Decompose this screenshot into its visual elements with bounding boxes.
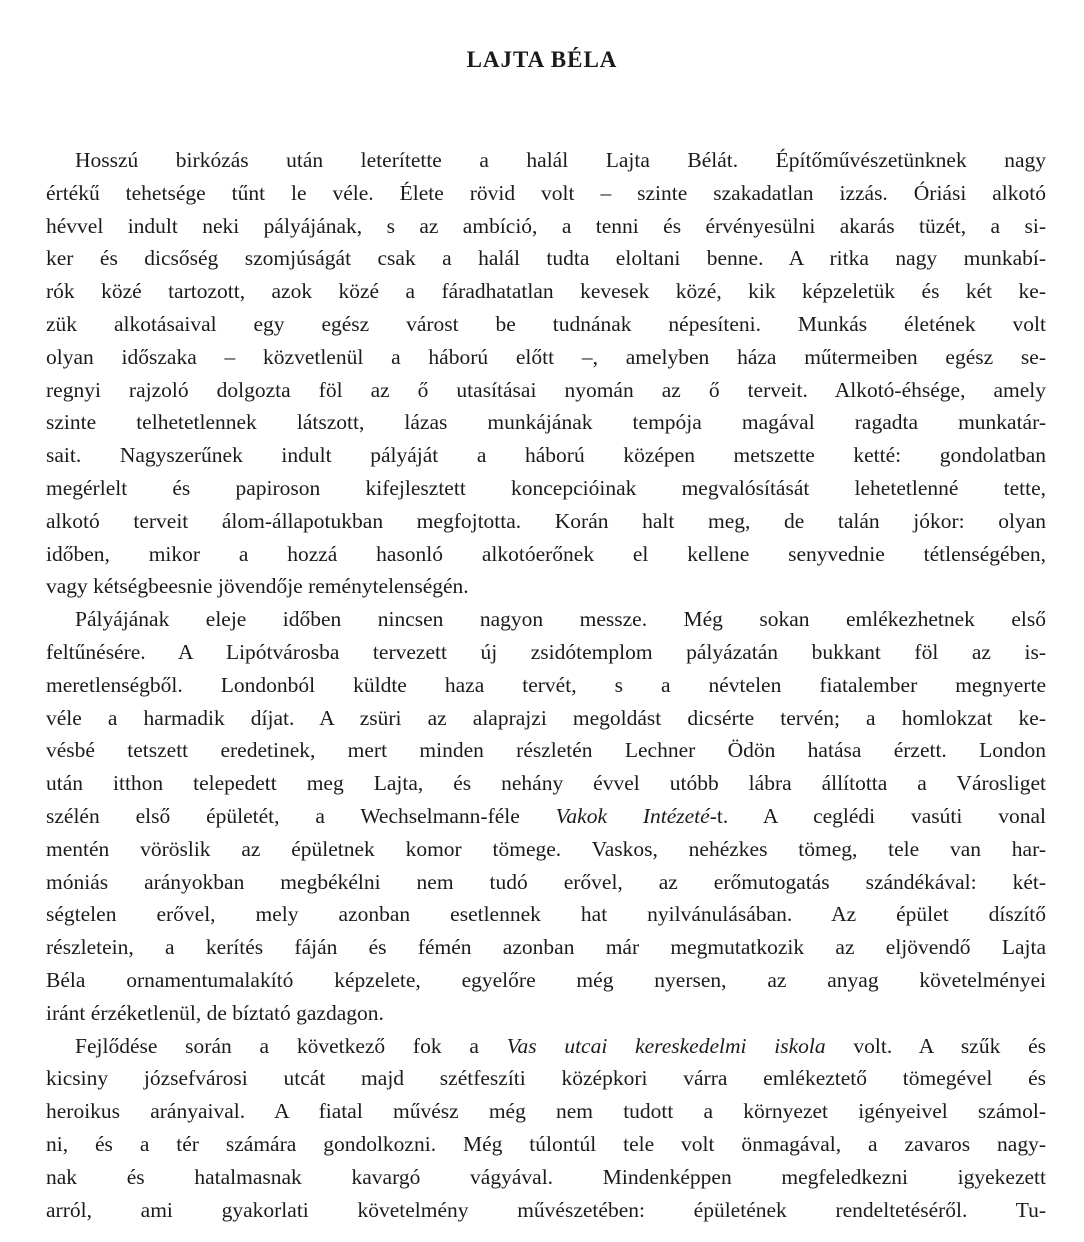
page-title: LAJTA BÉLA [466, 47, 618, 72]
text-line: értékű tehetsége tűnt le véle. Élete rövid volt – szinte szakadatlan izzás. Óriási alkotó [46, 180, 1046, 205]
text-line: sait. Nagyszerűnek indult pályáját a háború középen metszette ketté: gondolatban [46, 443, 1046, 468]
text-segment: szélén első épületét, a Wechselmann-féle [46, 803, 556, 828]
italic-title: Vas utcai kereskedelmi iskola [506, 1033, 826, 1058]
text-line: ségtelen erővel, mely azonban esetlennek hat nyilvánulásában. Az épület díszítő [46, 902, 1046, 927]
text-line: regnyi rajzoló dolgozta föl az ő utasításai nyomán az ő terveit. Alkotó-éhsége, amely [46, 377, 1046, 402]
text-line: olyan időszaka – közvetlenül a háború előtt –, amelyben háza műtermeiben egész se- [46, 344, 1046, 369]
paragraph-2 [46, 603, 1046, 1029]
text-line: zük alkotásaival egy egész várost be tudnának népesíteni. Munkás életének volt [46, 311, 1046, 336]
text-line: alkotó terveit álom-állapotukban megfojtotta. Korán halt meg, de talán jókor: olyan [46, 508, 1046, 533]
text-line: Béla ornamentumalakító képzelete, egyelőre még nyersen, az anyag követelményei [46, 967, 1046, 992]
paragraph-1 [46, 144, 1046, 603]
text-line: Pályájának eleje időben nincsen nagyon messze. Még sokan emlékezhetnek első [75, 607, 1046, 632]
text-line: rók közé tartozott, azok közé a fáradhatatlan kevesek közé, kik képzeletük és két ke- [46, 279, 1046, 304]
text-line: iránt érzéketlenül, de bíztató gazdagon. [46, 1000, 384, 1025]
paragraph-3 [46, 1030, 1046, 1227]
text-line: feltűnésére. A Lipótvárosba tervezett új zsidótemplom pályázatán bukkant föl az is- [46, 639, 1046, 664]
text-line-with-italic [46, 800, 1046, 833]
text-line: vagy kétségbeesnie jövendője reménytelenségén. [46, 574, 469, 599]
text-line: nak és hatalmasnak kavargó vágyával. Mindenképpen megfeledkezni igyekezett [46, 1164, 1046, 1189]
text-segment: -t. A ceglédi vasúti vonal [709, 803, 1046, 828]
text-line: ni, és a tér számára gondolkozni. Még túlontúl tele volt önmagával, a zavaros nagy- [46, 1131, 1046, 1156]
italic-title: Vakok Intézeté [555, 803, 710, 828]
text-line: meretlenségből. Londonból küldte haza tervét, s a névtelen fiatalember megnyerte [46, 672, 1046, 697]
article-body [46, 144, 1046, 1226]
text-line: megérlelt és papiroson kifejlesztett koncepcióinak megvalósítását lehetetlenné tette, [46, 475, 1046, 500]
text-line: szinte telhetetlennek látszott, lázas munkájának tempója magával ragadta munkatár- [46, 410, 1046, 435]
text-line: ker és dicsőség szomjúságát csak a halál tudta eloltani benne. A ritka nagy munkabí- [46, 246, 1046, 271]
text-line: vésbé tetszett eredetinek, mert minden részletén Lechner Ödön hatása érzett. London [46, 738, 1046, 763]
text-line: móniás arányokban megbékélni nem tudó erővel, az erőmutogatás szándékával: két- [46, 869, 1046, 894]
text-line: véle a harmadik díjat. A zsüri az alaprajzi megoldást dicsérte tervén; a homlokzat ke- [46, 705, 1046, 730]
text-segment: volt. A szűk és [825, 1033, 1046, 1058]
text-line: Hosszú birkózás után leterítette a halál Lajta Bélát. Építőművészetünknek nagy [75, 148, 1046, 172]
text-line: részletein, a kerítés fáján és fémén azonban már megmutatkozik az eljövendő Lajta [46, 935, 1046, 960]
text-line: heroikus arányaival. A fiatal művész még nem tudott a környezet igényeivel számol- [46, 1099, 1046, 1124]
text-line: után itthon telepedett meg Lajta, és nehány évvel utóbb lábra állította a Városliget [46, 771, 1046, 796]
text-line-with-italic [46, 1030, 1046, 1063]
text-line: hévvel indult neki pályájának, s az ambíció, a tenni és érvényesülni akarás tüzét, a si- [46, 213, 1046, 238]
text-line: arról, ami gyakorlati követelmény művészetében: épületének rendeltetéséről. Tu- [46, 1197, 1046, 1222]
text-line: kicsiny józsefvárosi utcát majd szétfeszíti középkori várra emlékeztető tömegével és [46, 1066, 1046, 1091]
text-segment: Fejlődése során a következő fok a [75, 1033, 507, 1058]
text-line: időben, mikor a hozzá hasonló alkotóerőnek el kellene senyvednie tétlenségében, [46, 541, 1046, 566]
text-line: mentén vöröslik az épületnek komor tömege. Vaskos, nehézkes tömeg, tele van har- [46, 836, 1046, 861]
